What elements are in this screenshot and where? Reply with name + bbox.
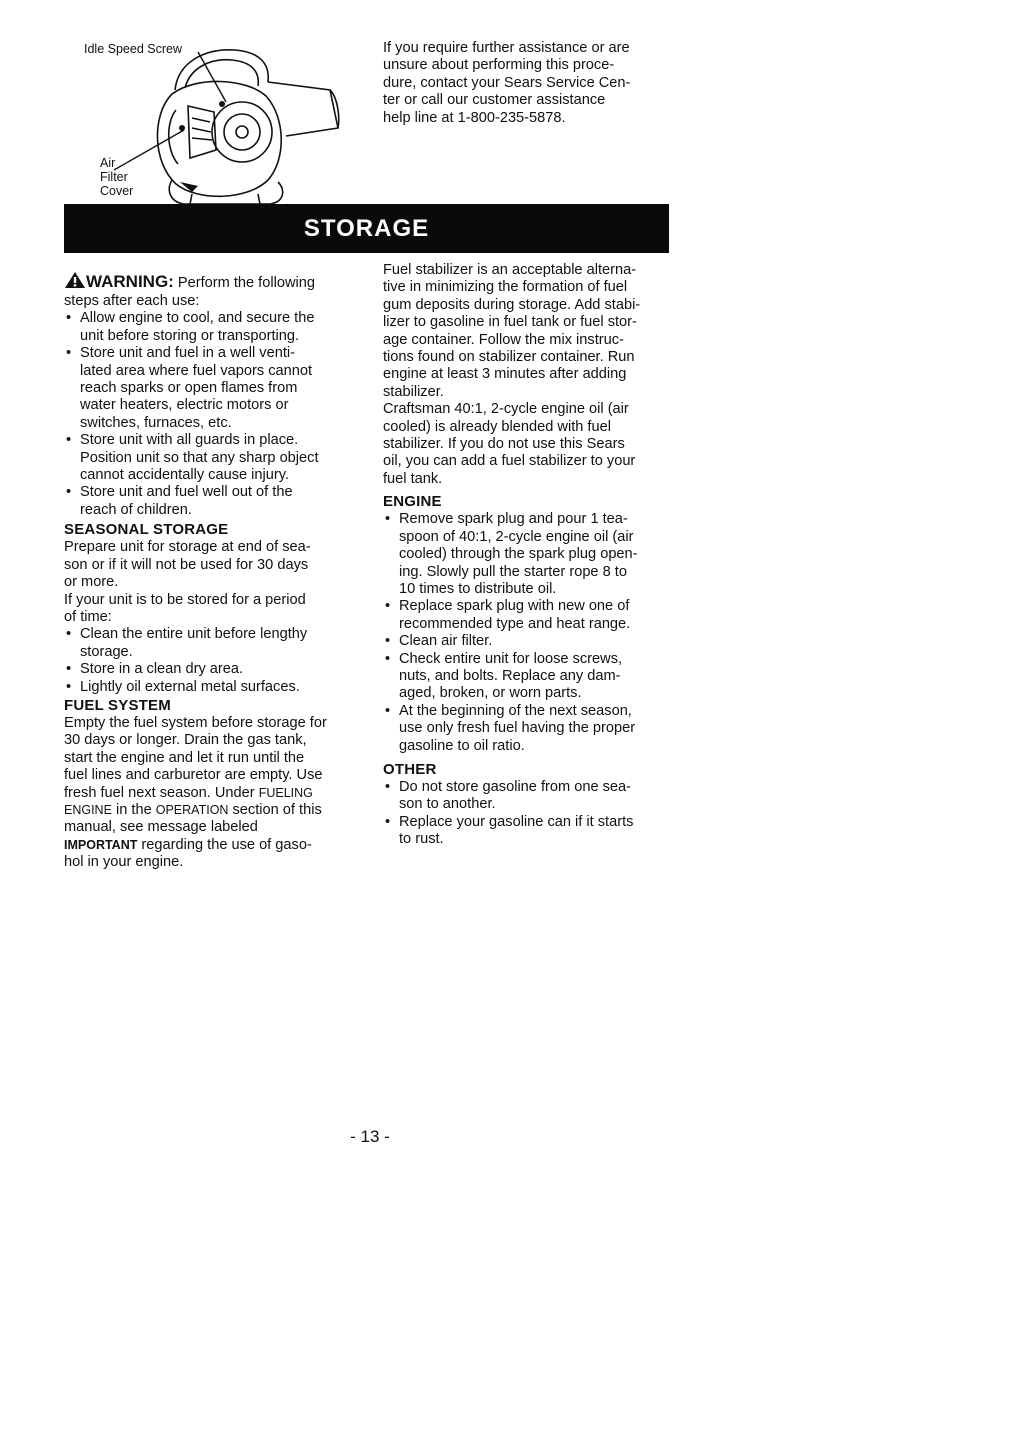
- storage-title: STORAGE: [303, 214, 430, 242]
- list-item: • Store unit and fuel in a well venti- lated area where fuel vapors cannot reach sparks or open flames from water heaters, electric motors or switches, furnaces, etc.: [64, 345, 364, 432]
- list-item: • Replace spark plug with new one of recommended type and heat range.: [383, 598, 683, 633]
- engine-reference: ENGINE: [64, 802, 112, 817]
- air-filter-cover-line-2: Filter: [100, 170, 128, 184]
- seasonal-list: [64, 626, 364, 696]
- list-item: • Store in a clean dry area.: [64, 661, 364, 678]
- seasonal-storage-section: SEASONAL STORAGE Prepare unit for storage at end of sea- son or if it will not be used for 30 days or more. If your unit is to be stored for a period of time: • Clean the entire unit before lengthy storage. • Store in a clean dry area. • Lightly oil external metal surfaces.: [64, 521, 364, 696]
- list-item: • Replace your gasoline can if it starts to rust.: [383, 814, 683, 849]
- page-number: - 13 -: [350, 1127, 390, 1146]
- assistance-line: If you require further assistance or are: [383, 40, 630, 56]
- warning-triangle-icon: [64, 271, 86, 289]
- right-column: [383, 262, 683, 849]
- important-reference: IMPORTANT: [64, 837, 138, 852]
- operation-reference: OPERATION: [155, 802, 229, 817]
- air-filter-cover-line-1: Air: [100, 156, 116, 170]
- list-item: • Check entire unit for loose screws, nuts, and bolts. Replace any dam- aged, broken, or worn parts.: [383, 651, 683, 703]
- list-item: • Allow engine to cool, and secure the unit before storing or transporting.: [64, 310, 364, 345]
- warning-block: [64, 271, 364, 519]
- other-list: [383, 779, 683, 849]
- list-item: • Store unit with all guards in place. Position unit so that any sharp object cannot accidentally cause injury.: [64, 432, 364, 484]
- engine-heading: ENGINE: [383, 493, 442, 511]
- list-item: • At the beginning of the next season, use only fresh fuel having the proper gasoline to oil ratio.: [383, 703, 683, 755]
- left-column: [64, 271, 364, 872]
- list-item: • Lightly oil external metal surfaces.: [64, 679, 364, 696]
- seasonal-storage-heading: SEASONAL STORAGE: [64, 521, 229, 539]
- assistance-line: help line at 1-800-235-5878.: [383, 109, 566, 126]
- engine-section: [383, 493, 683, 755]
- air-filter-cover-line-3: Cover: [100, 184, 134, 198]
- fueling-reference: FUELING: [258, 785, 313, 800]
- list-item: • Remove spark plug and pour 1 tea- spoon of 40:1, 2-cycle engine oil (air cooled) through the spark plug open- ing. Slowly pull the starter rope 8 to 10 times to distribute oil.: [383, 511, 683, 598]
- list-item: • Clean the entire unit before lengthy storage.: [64, 626, 364, 661]
- warning-list: [64, 310, 364, 519]
- assistance-line: dure, contact your Sears Service Cen-: [383, 74, 631, 91]
- assistance-line: unsure about performing this proce-: [383, 57, 615, 74]
- list-item: • Clean air filter.: [383, 633, 683, 650]
- assistance-line: ter or call our customer assistance: [383, 92, 606, 109]
- warning-label: WARNING:: [86, 272, 174, 291]
- idle-speed-screw-label: Idle Speed Screw: [84, 42, 182, 56]
- air-filter-cover-label: [100, 156, 133, 198]
- fuel-system-section: FUEL SYSTEM Empty the fuel system before storage for 30 days or longer. Drain the gas tank, start the engine and let it run until the fuel lines and carburetor are empty. Use fresh fuel next season. Under FUELING ENGINE in the OPERATION section of this manual, see message labeled IMPORTANT regarding the use of gaso- hol in your engine.: [64, 697, 364, 872]
- other-heading: OTHER: [383, 760, 437, 778]
- other-section: [383, 761, 683, 849]
- fuel-system-heading: FUEL SYSTEM: [64, 696, 171, 714]
- storage-banner: [64, 204, 669, 253]
- warning-intro-1: Perform the following: [173, 275, 315, 291]
- warning-intro-2: steps after each use:: [64, 293, 200, 309]
- stabilizer-section: Fuel stabilizer is an acceptable alterna- tive in minimizing the formation of fuel gum deposits during storage. Add stabi- lizer to gasoline in fuel tank or fuel stor- age container. Follow the mix instruc- tions found on stabilizer container. Run engine at least 3 minutes after adding stabilizer. Craftsman 40:1, 2-cycle engine oil (air cooled) is already blended with fuel stabilizer. If you do not use this Sears oil, you can add a fuel stabilizer to your fuel tank.: [383, 262, 641, 487]
- assistance-paragraph: [383, 40, 673, 127]
- list-item: • Store unit and fuel well out of the reach of children.: [64, 484, 364, 519]
- engine-list: [383, 511, 683, 755]
- blower-figure: [80, 32, 360, 208]
- list-item: • Do not store gasoline from one sea- son to another.: [383, 779, 683, 814]
